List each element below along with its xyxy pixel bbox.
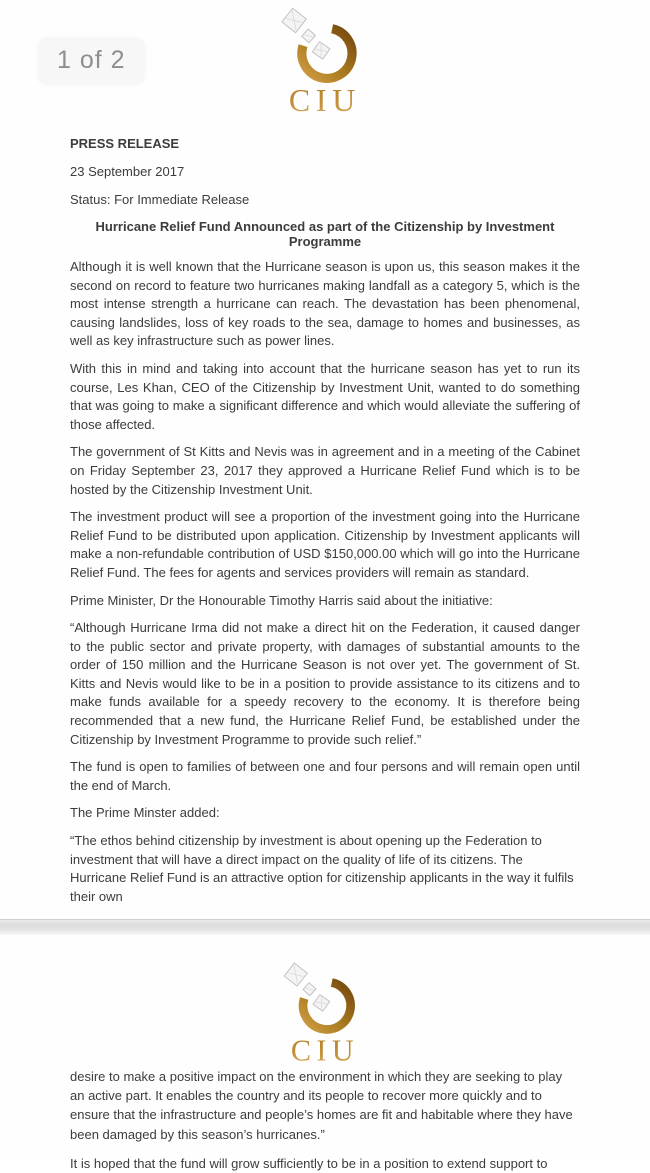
paragraph-8: The Prime Minster added: xyxy=(70,805,220,821)
press-release-body-continued xyxy=(70,1067,580,1173)
paragraph-3: The government of St Kitts and Nevis was in agreement and in a meeting of the Cabinet on Friday September 23, 2017 they approved a Hurricane Relief Fund which is to be hosted by the Citizenship Investment Unit. xyxy=(70,444,580,497)
press-release-body xyxy=(70,136,580,906)
page-break-divider xyxy=(0,919,650,935)
ciu-logo-text: CIU xyxy=(290,1033,360,1068)
ciu-logo-icon xyxy=(269,960,381,1066)
paragraph-2: With this in mind and taking into account that the hurricane season has yet to run its course, Les Khan, CEO of the Citizenship by Investment Unit, wanted to do something that was going to make a significant difference and which would alleviate the suffering of those affected. xyxy=(70,360,580,432)
paragraph-1: Although it is well known that the Hurricane season is upon us, this season makes it the second on record to feature two hurricanes making landfall as a category 5, which is the most intense strength a hurricane can reach. The devastation has been phenomenal, causing landslides, loss of key roads to the sea, damage to homes and businesses, as well as key infrastructure such as power lines. xyxy=(70,259,580,349)
ciu-logo xyxy=(0,935,650,1066)
ciu-logo-text: CIU xyxy=(288,83,362,119)
paragraph-continued: It is hoped that the fund will grow sufficiently to be in a position to extend support to xyxy=(70,1155,548,1171)
pm-quote-2-start: “The ethos behind citizenship by investment is about opening up the Federation to investment that will have a direct impact on the quality of life of its citizens. The Hurricane Relief Fund is an attractive option for citizenship applicants in the way it fulfils their own xyxy=(70,833,574,904)
page-indicator-badge: 1 of 2 xyxy=(38,37,145,84)
paragraph-5: Prime Minister, Dr the Honourable Timothy Harris said about the initiative: xyxy=(70,592,493,608)
ciu-logo-icon xyxy=(266,5,384,117)
document-page-2 xyxy=(0,935,650,1171)
paragraph-4: The investment product will see a proportion of the investment going into the Hurricane Relief Fund to be distributed upon application. Citizenship by Investment applicants will make a non-refundable contribution of USD $150,000.00 which will go into the Hurricane Relief Fund. The fees for agents and services providers will remain as standard. xyxy=(70,509,580,580)
press-release-label: PRESS RELEASE xyxy=(70,136,180,151)
document-title: Hurricane Relief Fund Announced as part of the Citizenship by Investment Programme xyxy=(95,219,555,249)
pm-quote-2-end: desire to make a positive impact on the environment in which they are seeking to play an active part. It enables the country and its people to recover more quickly and to ensure that the infrastructure and people’s homes are fit and habitable where they have been damaged by this season’s hurricanes.” xyxy=(70,1069,573,1142)
paragraph-7: The fund is open to families of between one and four persons and will remain open until the end of March. xyxy=(70,759,580,793)
release-status: Status: For Immediate Release xyxy=(70,192,250,207)
release-date: 23 September 2017 xyxy=(70,164,185,179)
pm-quote-1: “Although Hurricane Irma did not make a direct hit on the Federation, it caused danger to the public sector and private property, with damages of substantial amounts to the order of 150 million and the Hurricane Season is not over yet. The government of St. Kitts and Nevis would like to be in a position to provide assistance to its citizens and to make funds available for a speedy recovery to the economy. It is therefore being recommended that a new fund, the Hurricane Relief Fund, be established under the Citizenship by Investment Programme to provide such relief.” xyxy=(70,620,580,747)
